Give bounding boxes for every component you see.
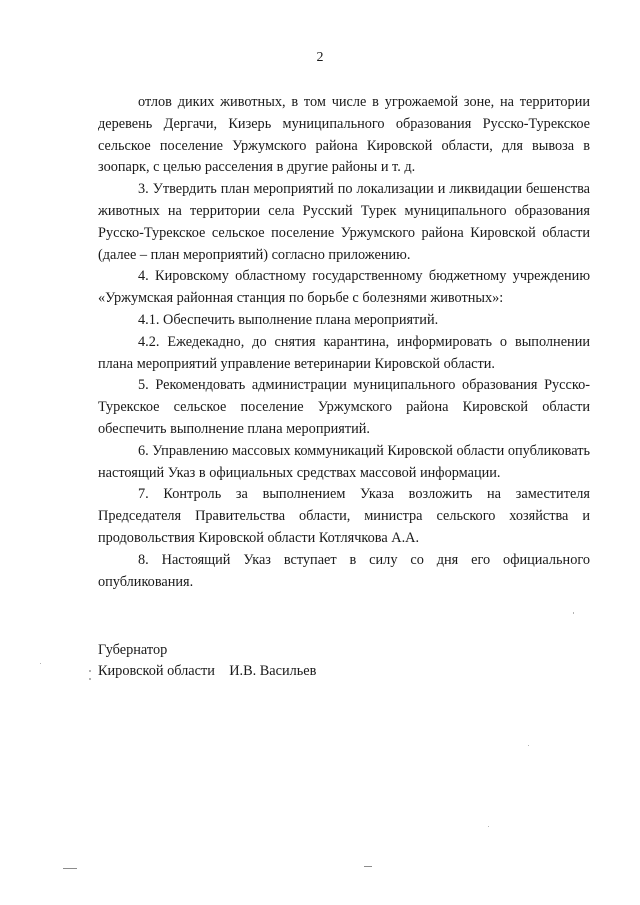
signature-title: Губернатор — [98, 642, 168, 658]
scan-speck — [89, 670, 91, 672]
paragraph-continuation: отлов диких животных, в том числе в угрожаемой зоне, на территории деревень Дергачи, Кизерь муниципального образования Русско-Турекское сельское поселение Уржумского района Кировской области, для вывоза в зоопарк, с целью расселения в другие районы и т. д. — [98, 94, 590, 176]
scan-dash — [364, 866, 372, 867]
signature-name: И.В. Васильев — [229, 663, 317, 679]
scan-speck — [528, 745, 529, 746]
document-body — [98, 92, 590, 593]
paragraph-item-6: 6. Управлению массовых коммуникаций Кировской области опубликовать настоящий Указ в официальных средствах массовой информации. — [98, 442, 590, 481]
paragraph-item-4: 4. Кировскому областному государственному бюджетному учреждению «Уржумская районная станция по борьбе с болезнями животных»: — [98, 268, 590, 307]
scan-speck — [40, 663, 41, 664]
signature-region-line — [98, 661, 316, 682]
scan-dash — [63, 868, 77, 869]
paragraph-item-4-1: 4.1. Обеспечить выполнение плана мероприятий. — [138, 311, 439, 328]
paragraph-item-3: 3. Утвердить план мероприятий по локализации и ликвидации бешенства животных на территории села Русский Турек муниципального образования Русско-Турекское сельское поселение Уржумского района Кировской области (далее – план мероприятий) согласно приложению. — [98, 181, 590, 263]
scan-speck — [488, 826, 489, 827]
scan-speck — [573, 612, 574, 614]
paragraph-item-8: 8. Настоящий Указ вступает в силу со дня его официального опубликования. — [98, 551, 590, 590]
signature-block — [98, 640, 316, 682]
paragraph-item-5: 5. Рекомендовать администрации муниципального образования Русско-Турекское сельское поселение Уржумского района Кировской области обеспечить выполнение плана мероприятий. — [98, 377, 590, 437]
page-number: 2 — [316, 50, 324, 65]
paragraph-item-4-2: 4.2. Ежедекадно, до снятия карантина, информировать о выполнении плана мероприятий управление ветеринарии Кировской области. — [98, 333, 590, 372]
paragraph-item-7: 7. Контроль за выполнением Указа возложить на заместителя Председателя Правительства области, министра сельского хозяйства и продовольствия Кировской области Котлячкова А.А. — [98, 486, 590, 546]
signature-region: Кировской области — [98, 663, 215, 679]
signature-spacer — [215, 663, 229, 679]
scan-speck — [89, 678, 91, 680]
